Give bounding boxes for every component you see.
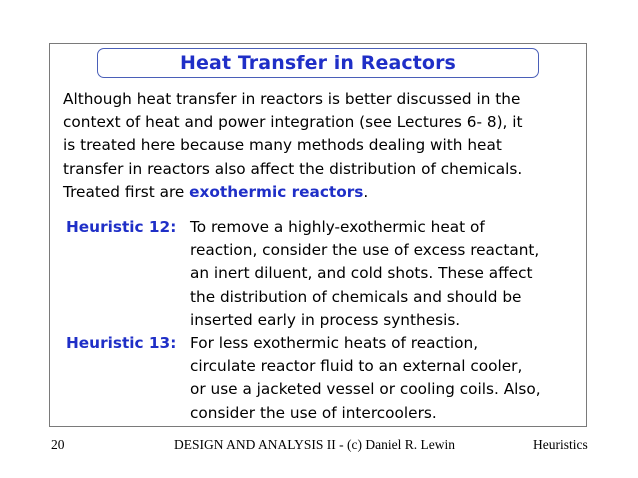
intro-line: context of heat and power integration (see Lectures 6- 8), it xyxy=(63,113,523,132)
intro-last-prefix: Treated first are xyxy=(63,182,190,201)
heuristic-12-text xyxy=(190,216,590,332)
heuristic-line: inserted early in process synthesis. xyxy=(190,310,461,329)
heuristic-13-text xyxy=(190,332,590,425)
heuristic-line: the distribution of chemicals and should be xyxy=(190,287,522,306)
heuristic-line: To remove a highly-exothermic heat of xyxy=(190,218,485,236)
heuristic-line: reaction, consider the use of excess reactant, xyxy=(190,241,540,260)
heuristic-line: or use a jacketed vessel or cooling coils. Also, xyxy=(190,380,541,399)
heuristic-line: circulate reactor fluid to an external cooler, xyxy=(190,357,523,376)
slide-title: Heat Transfer in Reactors xyxy=(180,52,456,74)
intro-paragraph xyxy=(63,88,583,204)
intro-last-suffix: . xyxy=(363,182,369,201)
title-box xyxy=(97,48,539,78)
heuristic-line: consider the use of intercoolers. xyxy=(190,403,437,422)
footer-section-name: Heuristics xyxy=(533,437,588,452)
exothermic-reactors-emphasis: exothermic reactors xyxy=(189,182,364,201)
page-number: 20 xyxy=(51,437,65,452)
intro-last-line xyxy=(63,181,583,204)
intro-line: transfer in reactors also affect the distribution of chemicals. xyxy=(63,159,523,178)
heuristic-13-label: Heuristic 13: xyxy=(66,334,177,352)
intro-line: is treated here because many methods dealing with heat xyxy=(63,136,502,155)
heuristic-12-label: Heuristic 12: xyxy=(66,218,177,236)
heuristic-line: an inert diluent, and cold shots. These affect xyxy=(190,264,533,283)
intro-line: Although heat transfer in reactors is better discussed in the xyxy=(63,90,521,108)
heuristic-line: For less exothermic heats of reaction, xyxy=(190,334,479,352)
footer-course-credit: DESIGN AND ANALYSIS II - (c) Daniel R. Lewin xyxy=(174,437,455,452)
